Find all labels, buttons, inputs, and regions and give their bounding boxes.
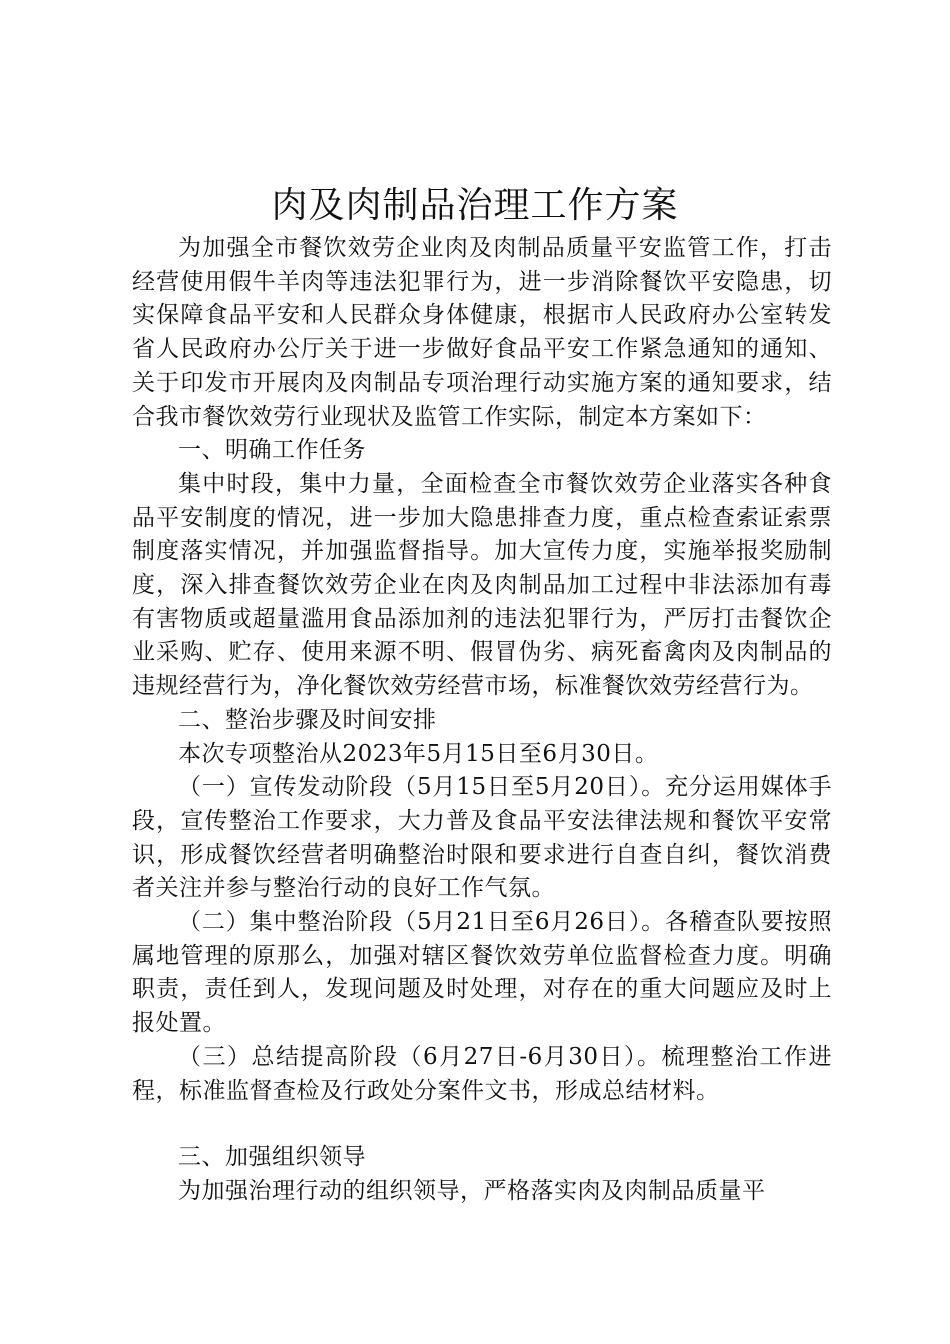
phase-3-paragraph: （三）总结提高阶段（6月27日-6月30日）。梳理整治工作进程，标准监督查检及行政处分案件文书，形成总结材料。 — [132, 1043, 832, 1104]
section-heading-3: 三、加强组织领导 — [178, 1144, 366, 1171]
section-heading-2: 二、整治步骤及时间安排 — [178, 706, 437, 733]
schedule-paragraph: 本次专项整治从2023年5月15日至6月30日。 — [178, 740, 659, 767]
document-body — [132, 232, 832, 1209]
section-1-paragraph: 集中时段，集中力量，全面检查全市餐饮效劳企业落实各种食品平安制度的情况，进一步加大隐患排查力度，重点检查索证索票制度落实情况，并加强监督指导。加大宣传力度，实施举报奖励制度，深入排查餐饮效劳企业在肉及肉制品加工过程中非法添加有毒有害物质或超量滥用食品添加剂的违法犯罪行为，严厉打击餐饮企业采购、贮存、使用来源不明、假冒伪劣、病死畜禽肉及肉制品的违规经营行为，净化餐饮效劳经营市场，标准餐饮效劳经营行为。 — [132, 470, 832, 700]
phase-1-paragraph: （一）宣传发动阶段（5月15日至5月20日）。充分运用媒体手段，宣传整治工作要求，大力普及食品平安法律法规和餐饮平安常识，形成餐饮经营者明确整治时限和要求进行自查自纠，餐饮消费者关注并参与整治行动的良好工作气氛。 — [132, 774, 832, 902]
paragraph-gap — [132, 1108, 832, 1141]
document-title: 肉及肉制品治理工作方案 — [271, 185, 679, 226]
section-heading-1: 一、明确工作任务 — [178, 437, 366, 464]
section-3-paragraph: 为加强治理行动的组织领导，严格落实肉及肉制品质量平 — [178, 1177, 766, 1204]
phase-2-paragraph: （二）集中整治阶段（5月21日至6月26日）。各稽查队要按照属地管理的原那么，加强对辖区餐饮效劳单位监督检查力度。明确职责，责任到人，发现问题及时处理，对存在的重大问题应及时上报处置。 — [132, 909, 832, 1037]
intro-paragraph: 为加强全市餐饮效劳企业肉及肉制品质量平安监管工作，打击经营使用假牛羊肉等违法犯罪行为，进一步消除餐饮平安隐患，切实保障食品平安和人民群众身体健康，根据市人民政府办公室转发省人民政府办公厅关于进一步做好食品平安工作紧急通知的通知、关于印发市开展肉及肉制品专项治理行动实施方案的通知要求，结合我市餐饮效劳行业现状及监管工作实际，制定本方案如下： — [132, 235, 832, 430]
